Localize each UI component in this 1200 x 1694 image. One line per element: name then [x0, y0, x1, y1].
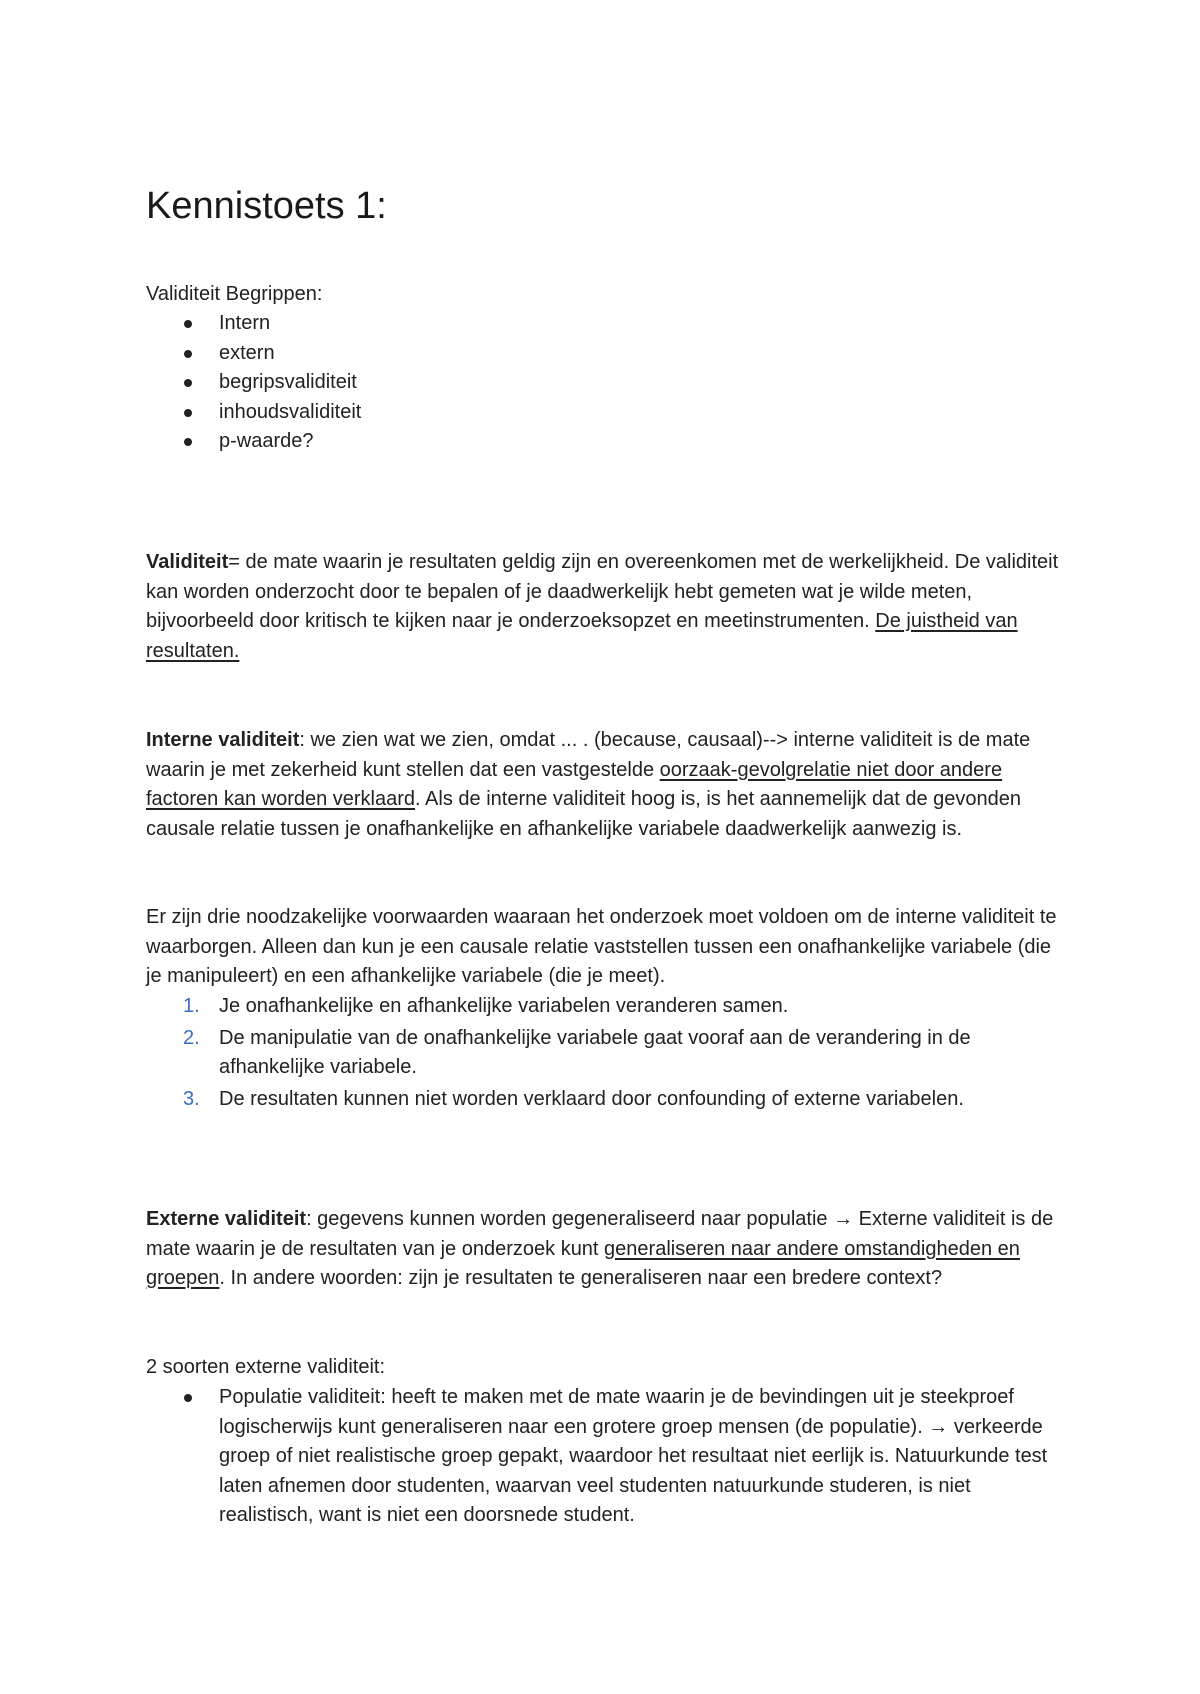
list-item: Intern [146, 309, 1066, 339]
validiteit-underlined: De juistheid van resultaten. [146, 610, 1018, 662]
list-item [146, 1024, 1066, 1083]
externe-underlined: generaliseren naar andere omstandigheden en groepen [146, 1237, 1020, 1289]
list-text: Je onafhankelijke en afhankelijke variabelen veranderen samen. [219, 995, 789, 1017]
list-item: p-waarde? [146, 427, 1066, 457]
externe-paragraph [146, 1205, 1066, 1294]
soorten-list [146, 1383, 1066, 1531]
interne-text-2: . Als de interne validiteit hoog is, is het aannemelijk dat de gevonden causale relatie tussen je onafhankelijke en afhankelijke variabele daadwerkelijk aanwezig is. [146, 788, 1021, 840]
begrippen-list [146, 309, 1066, 457]
list-item: extern [146, 339, 1066, 369]
list-text: De resultaten kunnen niet worden verklaard door confounding of externe variabelen. [219, 1087, 964, 1110]
list-text: De manipulatie van de onafhankelijke variabele gaat vooraf aan de verandering in de afhankelijke variabele. [219, 1026, 971, 1078]
list-item: inhoudsvaliditeit [146, 398, 1066, 428]
voorwaarden-list [146, 992, 1066, 1116]
voorwaarden-paragraph: Er zijn drie noodzakelijke voorwaarden waaraan het onderzoek moet voldoen om de interne validiteit te waarborgen. Alleen dan kun je een causale relatie vaststellen tussen een onafhankelijke variabele (die je manipuleert) en een afhankelijke variabele (die je meet). [146, 906, 1057, 987]
interne-paragraph [146, 726, 1066, 844]
list-item: begripsvaliditeit [146, 368, 1066, 398]
soorten-heading: 2 soorten externe validiteit: [146, 1356, 386, 1378]
externe-text-2: . In andere woorden: zijn je resultaten te generaliseren naar een bredere context? [219, 1267, 943, 1289]
interne-underlined: oorzaak-gevolgrelatie niet door andere factoren kan worden verklaard [146, 758, 1003, 810]
list-item: Populatie validiteit: heeft te maken met de mate waarin je de bevindingen uit je steekproef logischerwijs kunt generaliseren naar een grotere groep mensen (de populatie). → verkeerde groep of niet realistische groep gepakt, waardoor het resultaat niet eerlijk is. Natuurkunde test laten afnemen door studenten, waarvan veel studenten natuurkunde studeren, is niet realistisch, want is niet een doorsnede student. [146, 1383, 1066, 1531]
externe-term: Externe validiteit [146, 1208, 307, 1230]
validiteit-text: = de mate waarin je resultaten geldig zijn en overeenkomen met de werkelijkheid. De validiteit kan worden onderzocht door te bepalen of je daadwerkelijk hebt gemeten wat je wilde meten, bijvoorbeeld door kritisch te kijken naar je onderzoeksopzet en meetinstrumenten. [146, 551, 1059, 632]
list-number: 1. [183, 995, 200, 1017]
page-title: Kennistoets 1: [146, 185, 387, 227]
list-number: 2. [183, 1026, 200, 1049]
interne-text: : we zien wat we zien, omdat ... . (because, causaal)--> interne validiteit is de mate waarin je met zekerheid kunt stellen dat een vastgestelde [146, 729, 1031, 781]
externe-text: : gegevens kunnen worden gegeneraliseerd naar populatie → Externe validiteit is de mate waarin je de resultaten van je onderzoek kunt [146, 1208, 1054, 1260]
list-item [146, 1085, 1066, 1115]
list-number: 3. [183, 1087, 200, 1110]
validiteit-term: Validiteit [146, 551, 229, 573]
interne-term: Interne validiteit [146, 729, 300, 751]
list-item [146, 992, 1066, 1022]
begrippen-heading: Validiteit Begrippen: [146, 283, 323, 305]
validiteit-paragraph [146, 548, 1066, 666]
